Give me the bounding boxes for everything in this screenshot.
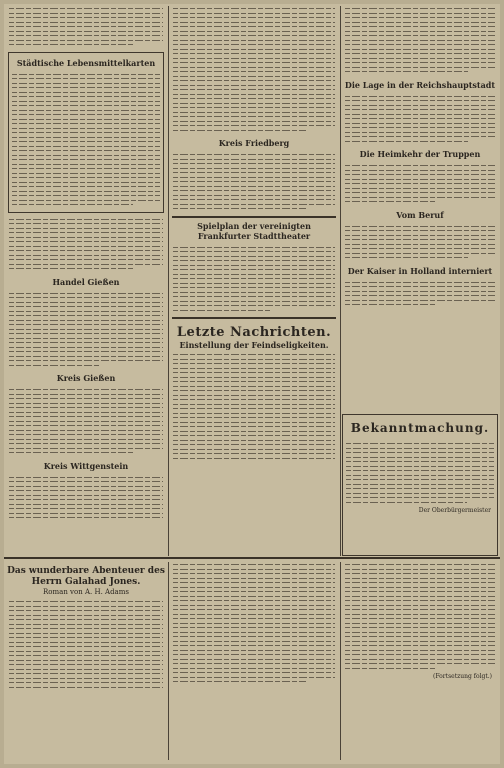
column-1 bbox=[6, 4, 166, 556]
lebensmittel-box bbox=[8, 52, 164, 213]
latest-news-title: Letzte Nachrichten. bbox=[176, 325, 332, 340]
serial-column-1 bbox=[6, 560, 166, 764]
section-heading: Die Lage in der Reichshauptstadt bbox=[344, 79, 496, 90]
bekanntmachung-box bbox=[342, 414, 498, 556]
theater-heading: Spielplan der vereinigten Frankfurter Stadttheater bbox=[197, 220, 311, 241]
column-rule bbox=[340, 6, 341, 556]
section-heading: Kreis Wittgenstein bbox=[43, 460, 129, 471]
page-rule bbox=[4, 557, 500, 559]
serial-column-2 bbox=[170, 560, 338, 764]
section-heading: Kreis Gießen bbox=[56, 373, 116, 383]
continuation-note: (Fortsetzung folgt.) bbox=[433, 673, 492, 680]
serial-author: Roman von A. H. Adams bbox=[43, 588, 129, 596]
section-rule bbox=[172, 216, 336, 218]
column-rule bbox=[168, 562, 169, 760]
signature: Der Oberbürgermeister bbox=[418, 507, 491, 514]
box-heading: Städtische Lebensmittelkarten bbox=[16, 57, 156, 68]
section-rule bbox=[172, 317, 336, 319]
section-heading: Handel Gießen bbox=[52, 276, 120, 287]
section-heading: Kreis Friedberg bbox=[218, 138, 290, 148]
column-rule bbox=[168, 6, 169, 556]
newspaper-page bbox=[4, 4, 500, 764]
section-heading: Vom Beruf bbox=[396, 209, 444, 220]
latest-news-subtitle: Einstellung der Feindseligkeiten. bbox=[179, 340, 329, 350]
section-heading: Die Heimkehr der Truppen bbox=[359, 149, 481, 159]
column-rule bbox=[340, 562, 341, 760]
section-heading: Der Kaiser in Holland interniert bbox=[347, 265, 493, 276]
article-text bbox=[6, 4, 166, 50]
column-2 bbox=[170, 4, 338, 556]
bekanntmachung-title: Bekanntmachung. bbox=[350, 421, 490, 435]
serial-title: Das wunderbare Abenteuer des Herrn Galahad Jones. bbox=[7, 566, 165, 587]
serial-column-3 bbox=[342, 560, 498, 764]
feuilleton bbox=[4, 560, 500, 764]
